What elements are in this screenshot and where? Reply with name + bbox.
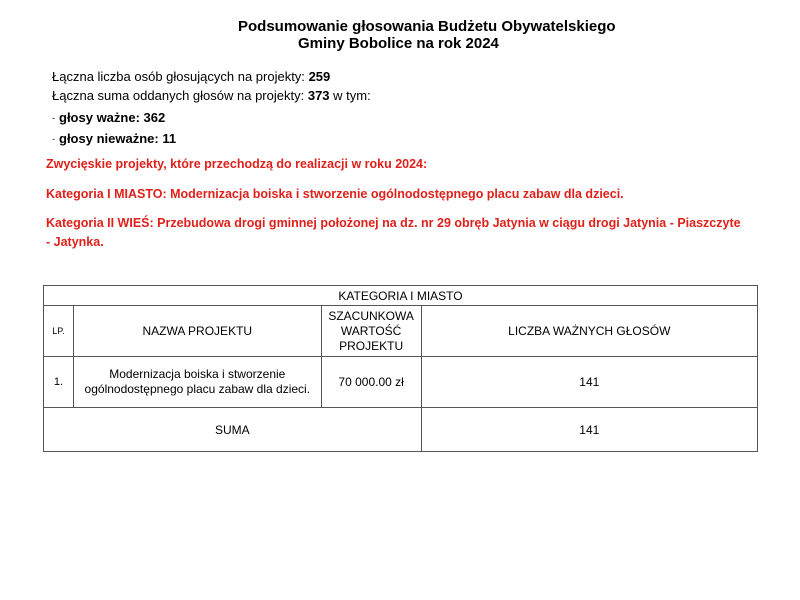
- row-valid-votes: 141: [421, 357, 757, 408]
- table-sum-row: [44, 408, 758, 452]
- votes-total-value: 373: [307, 88, 330, 103]
- table-caption: KATEGORIA I MIASTO: [44, 286, 758, 306]
- winners-intro: Zwycięskie projekty, które przechodzą do realizacji w roku 2024:: [46, 157, 428, 171]
- row-lp: 1.: [44, 357, 74, 408]
- row-project-name: Modernizacja boiska i stworzenie ogólnodostępnego placu zabaw dla dzieci.: [73, 357, 321, 408]
- invalid-votes-line: [52, 131, 176, 147]
- invalid-votes-label: głosy nieważne:: [59, 131, 159, 146]
- invalid-votes-value: 11: [162, 131, 177, 146]
- voters-count-line: [52, 69, 330, 84]
- table-row: [44, 357, 758, 408]
- document-title-line-2: Gminy Bobolice na rok 2024: [298, 35, 499, 52]
- valid-votes-value: 362: [143, 110, 166, 125]
- votes-total-suffix: w tym:: [333, 88, 371, 103]
- voters-count-value: 259: [308, 69, 331, 84]
- header-lp: LP.: [44, 306, 74, 357]
- header-project-value: SZACUNKOWA WARTOŚĆ PROJEKTU: [321, 306, 421, 357]
- valid-votes-line: [52, 110, 165, 126]
- winner-category-2: Kategoria II WIEŚ: Przebudowa drogi gminnej położonej na dz. nr 29 obręb Jatynia w ciągu drogi Jatynia - Piaszczyte - Jatynka.: [46, 216, 741, 249]
- header-valid-votes: LICZBA WAŻNYCH GŁOSÓW: [421, 306, 757, 357]
- sum-label: SUMA: [44, 408, 422, 452]
- votes-total-line: [52, 88, 371, 103]
- table-header-row: [44, 306, 758, 357]
- valid-votes-label: głosy ważne:: [59, 110, 140, 125]
- row-project-value: 70 000.00 zł: [321, 357, 421, 408]
- votes-total-label: Łączna suma oddanych głosów na projekty:: [52, 88, 305, 103]
- header-project-name: NAZWA PROJEKTU: [73, 306, 321, 357]
- document-title-line-1: Podsumowanie głosowania Budżetu Obywatelskiego: [238, 18, 616, 35]
- results-table: [43, 285, 758, 452]
- table-caption-row: [44, 286, 758, 306]
- winner-category-1: Kategoria I MIASTO: Modernizacja boiska i stworzenie ogólnodostępnego placu zabaw dla dzieci.: [46, 187, 624, 201]
- bullet-dash: -: [52, 113, 55, 124]
- voters-count-label: Łączna liczba osób głosujących na projekty:: [52, 69, 305, 84]
- sum-value: 141: [421, 408, 757, 452]
- bullet-dash: -: [52, 134, 55, 145]
